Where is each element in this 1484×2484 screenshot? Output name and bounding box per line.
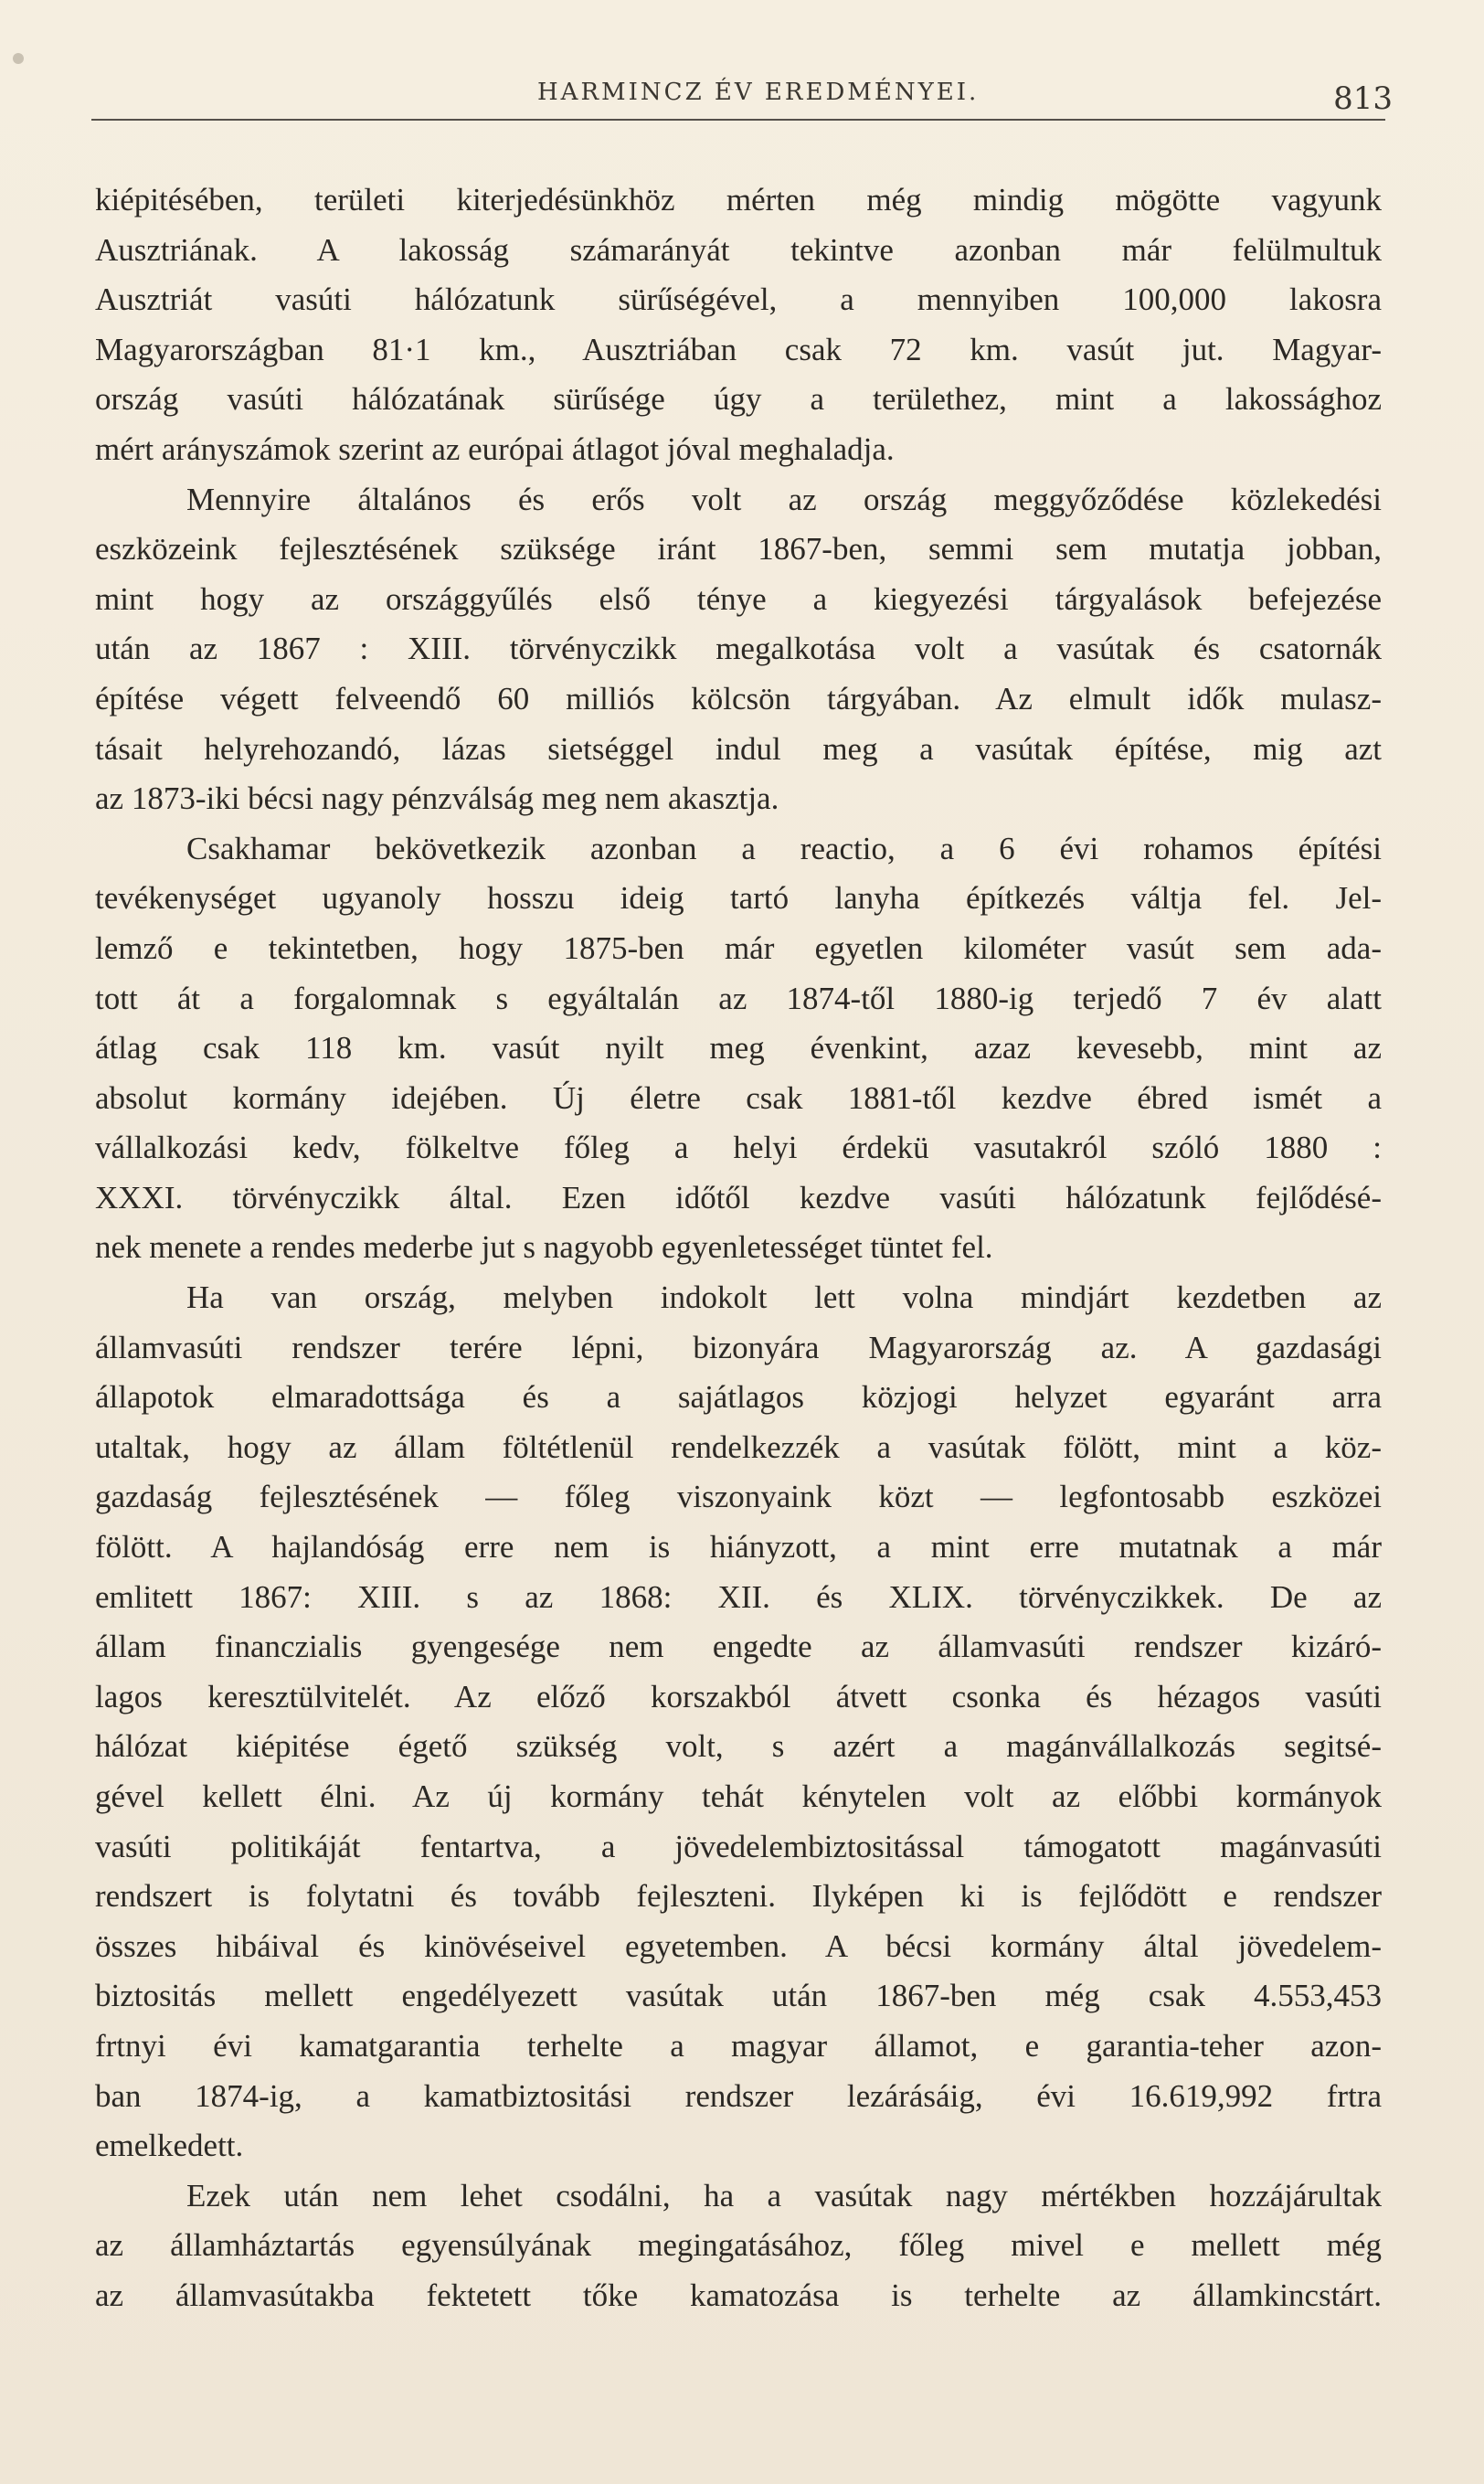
text-line: Magyarországban 81·1 km., Ausztriában csak 72 km. vasút jut. Magyar-: [95, 331, 1382, 367]
text-line: építése végett felveendő 60 milliós kölcsön tárgyában. Az elmult idők mulasz-: [95, 680, 1382, 717]
text-line: államvasúti rendszer terére lépni, bizonyára Magyarország az. A gazdasági: [95, 1329, 1382, 1365]
text-line: nek menete a rendes mederbe jut s nagyobb egyenletességet tüntet fel.: [95, 1229, 993, 1266]
text-line: emlitett 1867: XIII. s az 1868: XII. és XLIX. törvényczikkek. De az: [95, 1578, 1382, 1615]
text-line: absolut kormány idejében. Új életre csak 1881-től kezdve ébred ismét a: [95, 1079, 1382, 1116]
text-line: tevékenységet ugyanoly hosszu ideig tartó lanyha építkezés váltja fel. Jel-: [95, 880, 1382, 917]
body-text: [95, 175, 1382, 2321]
running-title: HARMINCZ ÉV EREDMÉNYEI.: [537, 79, 980, 106]
text-line: összes hibáival és kinövéseivel egyetemben. A bécsi kormány által jövedelem-: [95, 1927, 1382, 1964]
text-line: utaltak, hogy az állam föltétlenül rendelkezzék a vasútak fölött, mint a köz-: [95, 1428, 1382, 1465]
text-line: gével kellett élni. Az új kormány tehát kénytelen volt az előbbi kormányok: [95, 1778, 1382, 1814]
text-line: tásait helyrehozandó, lázas sietséggel indul meg a vasútak építése, mig azt: [95, 730, 1382, 767]
text-line: állapotok elmaradottsága és a sajátlagos közjogi helyzet egyaránt arra: [95, 1379, 1382, 1416]
text-line: mért arányszámok szerint az európai átlagot jóval meghaladja.: [95, 430, 895, 467]
text-line: ban 1874-ig, a kamatbiztositási rendszer lezárásáig, évi 16.619,992 frtra: [95, 2077, 1382, 2114]
text-line: átlag csak 118 km. vasút nyilt meg évenkint, azaz kevesebb, mint az: [95, 1030, 1382, 1067]
text-line: után az 1867 : XIII. törvényczikk megalkotása volt a vasútak és csatornák: [95, 631, 1382, 667]
text-line: az 1873-iki bécsi nagy pénzválság meg nem akasztja.: [95, 780, 779, 817]
text-line: Csakhamar bekövetkezik azonban a reactio, a 6 évi rohamos építési: [186, 830, 1382, 866]
text-line: mint hogy az országgyűlés első ténye a kiegyezési tárgyalások befejezése: [95, 580, 1382, 617]
text-line: frtnyi évi kamatgarantia terhelte a magyar államot, e garantia-teher azon-: [95, 2027, 1382, 2064]
text-line: lagos keresztülvitelét. Az előző korszakból átvett csonka és hézagos vasúti: [95, 1678, 1382, 1714]
text-line: vállalkozási kedv, fölkeltve főleg a helyi érdekü vasutakról szóló 1880 :: [95, 1130, 1382, 1166]
text-line: rendszert is folytatni és tovább fejleszteni. Ilyképen ki is fejlődött e rendszer: [95, 1878, 1382, 1915]
text-line: kiépitésében, területi kiterjedésünkhöz mérten még mindig mögötte vagyunk: [95, 182, 1382, 218]
text-line: ország vasúti hálózatának sürűsége úgy a területhez, mint a lakossághoz: [95, 381, 1382, 418]
page-number: 813: [1333, 80, 1393, 117]
text-line: vasúti politikáját fentartva, a jövedelembiztositással támogatott magánvasúti: [95, 1828, 1382, 1864]
text-line: tott át a forgalomnak s egyáltalán az 1874-től 1880-ig terjedő 7 év alatt: [95, 980, 1382, 1016]
header-rule: [91, 119, 1385, 121]
text-line: gazdaság fejlesztésének — főleg viszonyaink közt — legfontosabb eszközei: [95, 1479, 1382, 1515]
text-line: Ausztriának. A lakosság számarányát tekintve azonban már felülmultuk: [95, 231, 1382, 268]
text-line: Mennyire általános és erős volt az ország meggyőződése közlekedési: [186, 481, 1382, 517]
text-line: hálózat kiépitése égető szükség volt, s azért a magánvállalkozás segitsé-: [95, 1728, 1382, 1765]
paper-speck: [13, 53, 24, 64]
text-line: Ezek után nem lehet csodálni, ha a vasútak nagy mértékben hozzájárultak: [186, 2177, 1382, 2213]
text-line: az államvasútakba fektetett tőke kamatozása is terhelte az államkincstárt.: [95, 2277, 1382, 2313]
text-line: állam financzialis gyengesége nem engedte az államvasúti rendszer kizáró-: [95, 1629, 1382, 1665]
text-line: Ausztriát vasúti hálózatunk sürűségével, a mennyiben 100,000 lakosra: [95, 281, 1382, 318]
text-line: biztositás mellett engedélyezett vasútak után 1867-ben még csak 4.553,453: [95, 1978, 1382, 2014]
running-head: [91, 71, 1393, 135]
text-line: lemző e tekintetben, hogy 1875-ben már egyetlen kilométer vasút sem ada-: [95, 929, 1382, 966]
text-line: emelkedett.: [95, 2128, 244, 2164]
text-line: fölött. A hajlandóság erre nem is hiányzott, a mint erre mutatnak a már: [95, 1529, 1382, 1566]
text-line: az államháztartás egyensúlyának megingatásához, főleg mivel e mellett még: [95, 2227, 1382, 2264]
text-line: Ha van ország, melyben indokolt lett volna mindjárt kezdetben az: [186, 1279, 1382, 1316]
text-line: XXXI. törvényczikk által. Ezen időtől kezdve vasúti hálózatunk fejlődésé-: [95, 1179, 1382, 1215]
text-line: eszközeink fejlesztésének szüksége iránt 1867-ben, semmi sem mutatja jobban,: [95, 531, 1382, 568]
